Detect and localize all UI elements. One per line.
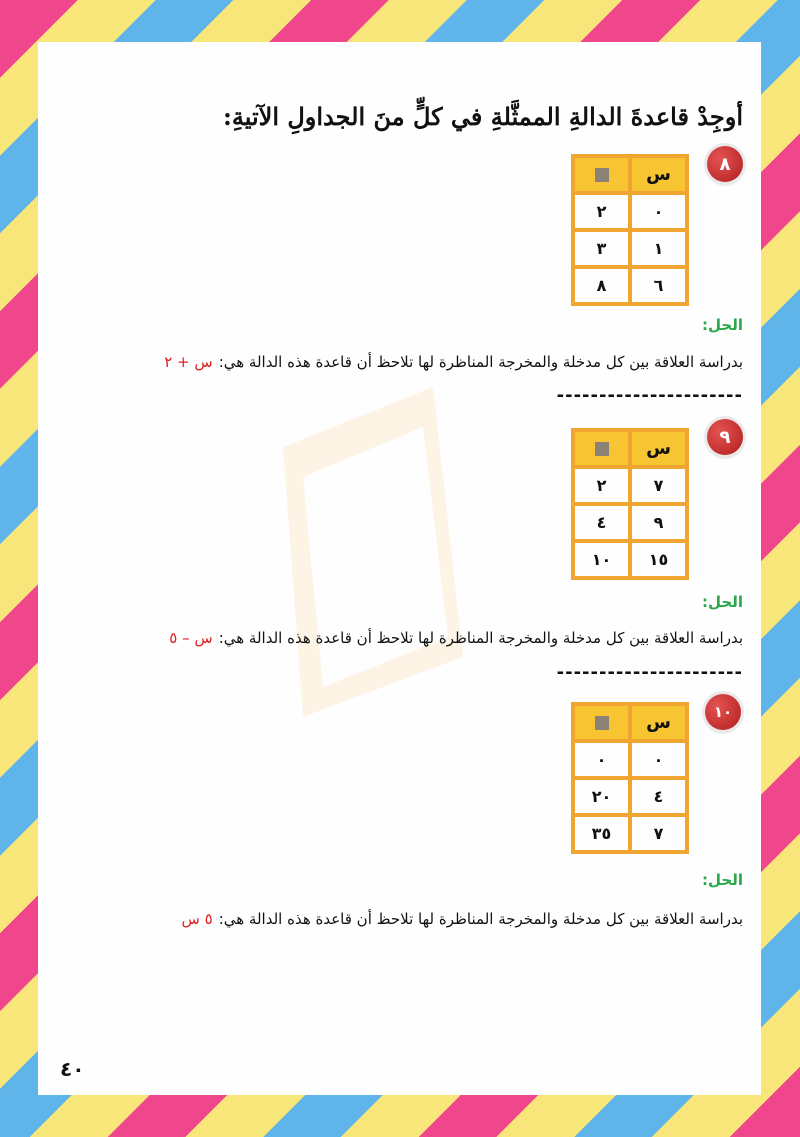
input-cell: ٩ xyxy=(630,504,687,541)
function-table xyxy=(571,154,689,306)
function-rule-answer: س – ٥ xyxy=(169,629,213,647)
input-cell: ٤ xyxy=(630,778,687,815)
separator-line: ---------------------- xyxy=(556,385,743,406)
input-cell: ٦ xyxy=(630,267,687,304)
input-cell: ٠ xyxy=(630,193,687,230)
input-column-header: س xyxy=(630,156,687,193)
problem-number-badge: ٩ xyxy=(707,419,743,455)
table-row xyxy=(573,267,687,304)
solution-text xyxy=(164,353,743,371)
function-rule-answer: س + ٢ xyxy=(164,353,213,371)
blank-square-icon xyxy=(595,716,609,730)
table-row xyxy=(573,467,687,504)
table-row xyxy=(573,541,687,578)
solution-label: الحل: xyxy=(702,316,743,334)
output-cell: ٨ xyxy=(573,267,630,304)
output-cell: ٣٥ xyxy=(573,815,630,852)
output-cell: ٢٠ xyxy=(573,778,630,815)
input-cell: ٠ xyxy=(630,741,687,778)
input-cell: ٧ xyxy=(630,815,687,852)
problem-number-badge: ١٠ xyxy=(705,694,741,730)
solution-text xyxy=(182,910,743,928)
output-cell: ٣ xyxy=(573,230,630,267)
table-row xyxy=(573,741,687,778)
page-number: ٤٠ xyxy=(60,1057,85,1081)
exercise-instruction: أوجِدْ قاعدةَ الدالةِ الممثَّلةِ في كلٍّ منَ الجداولِ الآتيةِ: xyxy=(223,102,743,131)
problem-number-badge: ٨ xyxy=(707,146,743,182)
output-cell: ١٠ xyxy=(573,541,630,578)
output-column-header xyxy=(573,430,630,467)
output-column-header xyxy=(573,156,630,193)
output-cell: ٠ xyxy=(573,741,630,778)
worksheet-page xyxy=(38,42,761,1095)
solution-label: الحل: xyxy=(702,593,743,611)
table-header-row xyxy=(573,430,687,467)
function-table xyxy=(571,702,689,854)
input-cell: ١٥ xyxy=(630,541,687,578)
table-row xyxy=(573,193,687,230)
table-row xyxy=(573,230,687,267)
output-cell: ٢ xyxy=(573,193,630,230)
output-column-header xyxy=(573,704,630,741)
solution-sentence: بدراسة العلاقة بين كل مدخلة والمخرجة المناظرة لها تلاحظ أن قاعدة هذه الدالة هي: xyxy=(218,629,743,647)
table-header-row xyxy=(573,704,687,741)
output-cell: ٢ xyxy=(573,467,630,504)
blank-square-icon xyxy=(595,442,609,456)
input-cell: ٧ xyxy=(630,467,687,504)
solution-sentence: بدراسة العلاقة بين كل مدخلة والمخرجة المناظرة لها تلاحظ أن قاعدة هذه الدالة هي: xyxy=(218,353,743,371)
input-column-header: س xyxy=(630,704,687,741)
solution-label: الحل: xyxy=(702,871,743,889)
output-cell: ٤ xyxy=(573,504,630,541)
solution-text xyxy=(169,629,743,647)
table-row xyxy=(573,504,687,541)
separator-line: ---------------------- xyxy=(556,662,743,683)
table-row xyxy=(573,778,687,815)
input-column-header: س xyxy=(630,430,687,467)
book-watermark-icon xyxy=(263,387,463,717)
function-rule-answer: ٥ س xyxy=(181,910,213,928)
input-cell: ١ xyxy=(630,230,687,267)
function-table xyxy=(571,428,689,580)
solution-sentence: بدراسة العلاقة بين كل مدخلة والمخرجة المناظرة لها تلاحظ أن قاعدة هذه الدالة هي: xyxy=(218,910,743,928)
blank-square-icon xyxy=(595,168,609,182)
table-row xyxy=(573,815,687,852)
table-header-row xyxy=(573,156,687,193)
